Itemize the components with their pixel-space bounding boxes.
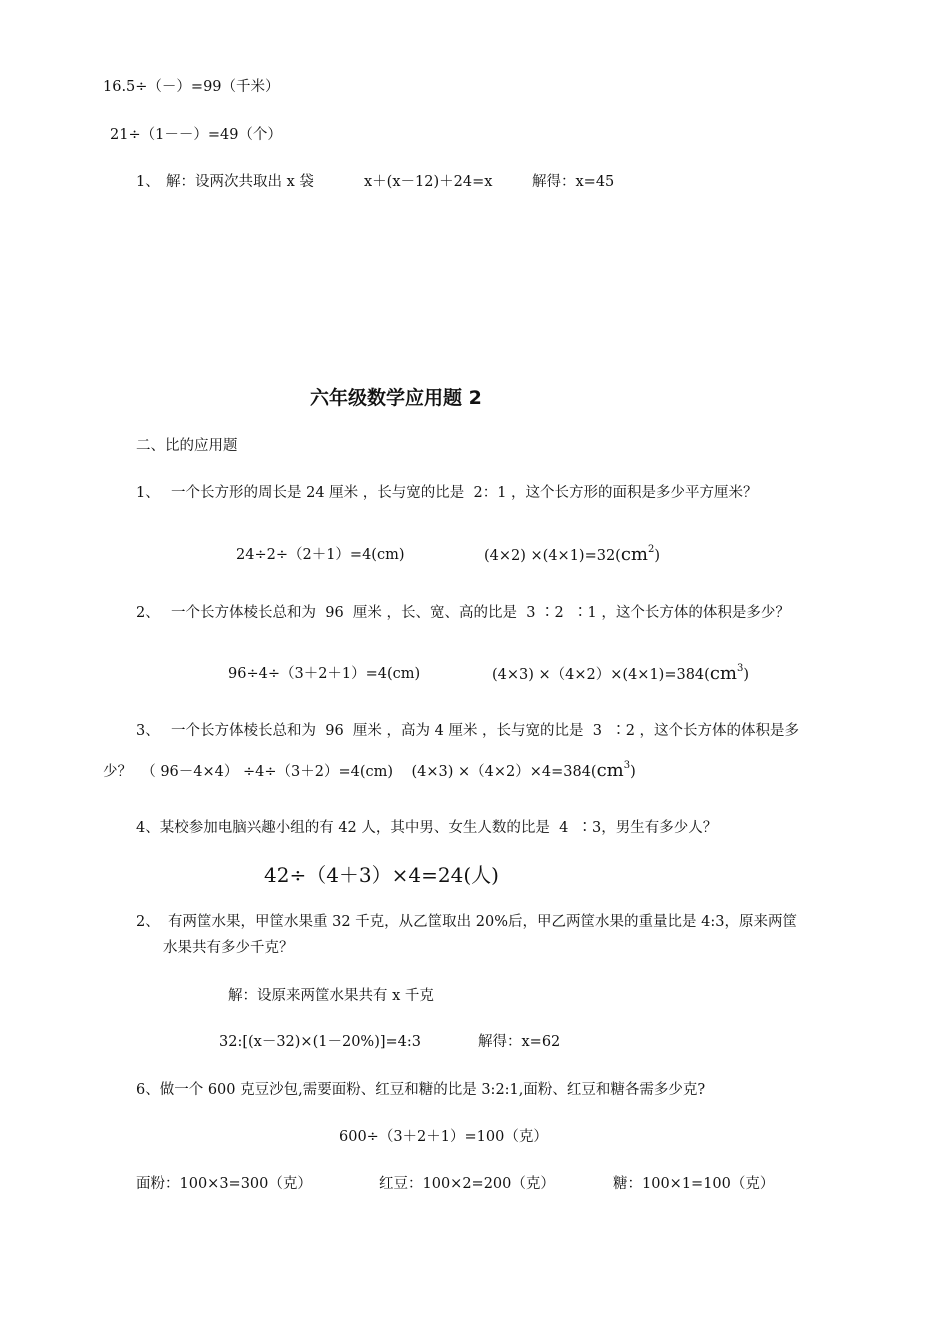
equation: x＋(x－12)＋24=x <box>364 174 493 190</box>
answer-line: 糖：100×1=100（克） <box>613 1176 775 1192</box>
section-heading: 二、比的应用题 <box>136 438 238 454</box>
question-text: 一个长方体棱长总和为 96 厘米 ，高为 4 厘米 ，长与宽的比是 3 ∶2 ，这个长方体的体积是多 <box>171 723 800 739</box>
answer-line: 600÷（3＋2＋1）=100（克） <box>339 1129 548 1145</box>
result: 解得：x=62 <box>478 1034 561 1050</box>
answer-line: 少？ （ 96－4×4） ÷4÷（3＋2）=4(cm) $(4\times 3) \times(4\times 2)\times 4=384(cm^3)$ <box>103 760 636 781</box>
answer-line: $(4\times 2) \times(4\times 1)=32(cm^2)$ <box>484 544 661 565</box>
result: 解得：x=45 <box>532 174 615 190</box>
question-text: 4、某校参加电脑兴趣小组的有 42 人，其中男、女生人数的比是 4 ∶3，男生有多少人？ <box>136 820 718 836</box>
question-text: 有两筐水果，甲筐水果重 32 千克，从乙筐取出 20%后，甲乙两筐水果的重量比是 4:3，原来两筐 <box>168 914 797 930</box>
question-text: 6、做一个 600 克豆沙包,需要面粉、红豆和糖的比是 3:2:1,面粉、红豆和糖各需多少克? <box>136 1082 706 1098</box>
solution-line: 解：设原来两筐水果共有 x 千克 <box>228 988 434 1004</box>
list-number: 2、 <box>136 605 160 621</box>
answer-line: 24÷2÷（2＋1）=4(cm) <box>236 547 405 563</box>
answer-line: $(4\times 3) \times(4\times 2)\times(4\times 1)=384(cm^3)$ <box>492 663 750 684</box>
question-text: 水果共有多少千克？ <box>163 940 294 956</box>
list-number: 3、 <box>136 723 160 739</box>
answer-line: 42÷（4＋3）×4=24(人) <box>264 863 499 887</box>
answer-line: 红豆：100×2=200（克） <box>379 1176 555 1192</box>
text-line: 21÷（1－－）=49（个） <box>110 127 282 143</box>
question-text: 一个长方形的周长是 24 厘米 ，长与宽的比是 2：1 ，这个长方形的面积是多少平方厘米？ <box>171 485 758 501</box>
question-text: 一个长方体棱长总和为 96 厘米 ，长、宽、高的比是 3 ∶2 ∶1 ，这个长方体的体积是多少？ <box>171 605 790 621</box>
answer-line: 96÷4÷（3＋2＋1）=4(cm) <box>228 666 421 682</box>
page-title: 六年级数学应用题 2 <box>310 387 482 409</box>
text-line: 解：设两次共取出 x 袋 <box>166 174 314 190</box>
list-number: 1、 <box>136 485 160 501</box>
list-number: 2、 <box>136 914 160 930</box>
answer-line: 面粉：100×3=300（克） <box>136 1176 312 1192</box>
equation: 32:[(x－32)×(1－20%)]=4:3 <box>219 1034 421 1050</box>
list-number: 1、 <box>136 174 160 190</box>
text-line: 16.5÷（－）=99（千米） <box>103 79 280 95</box>
